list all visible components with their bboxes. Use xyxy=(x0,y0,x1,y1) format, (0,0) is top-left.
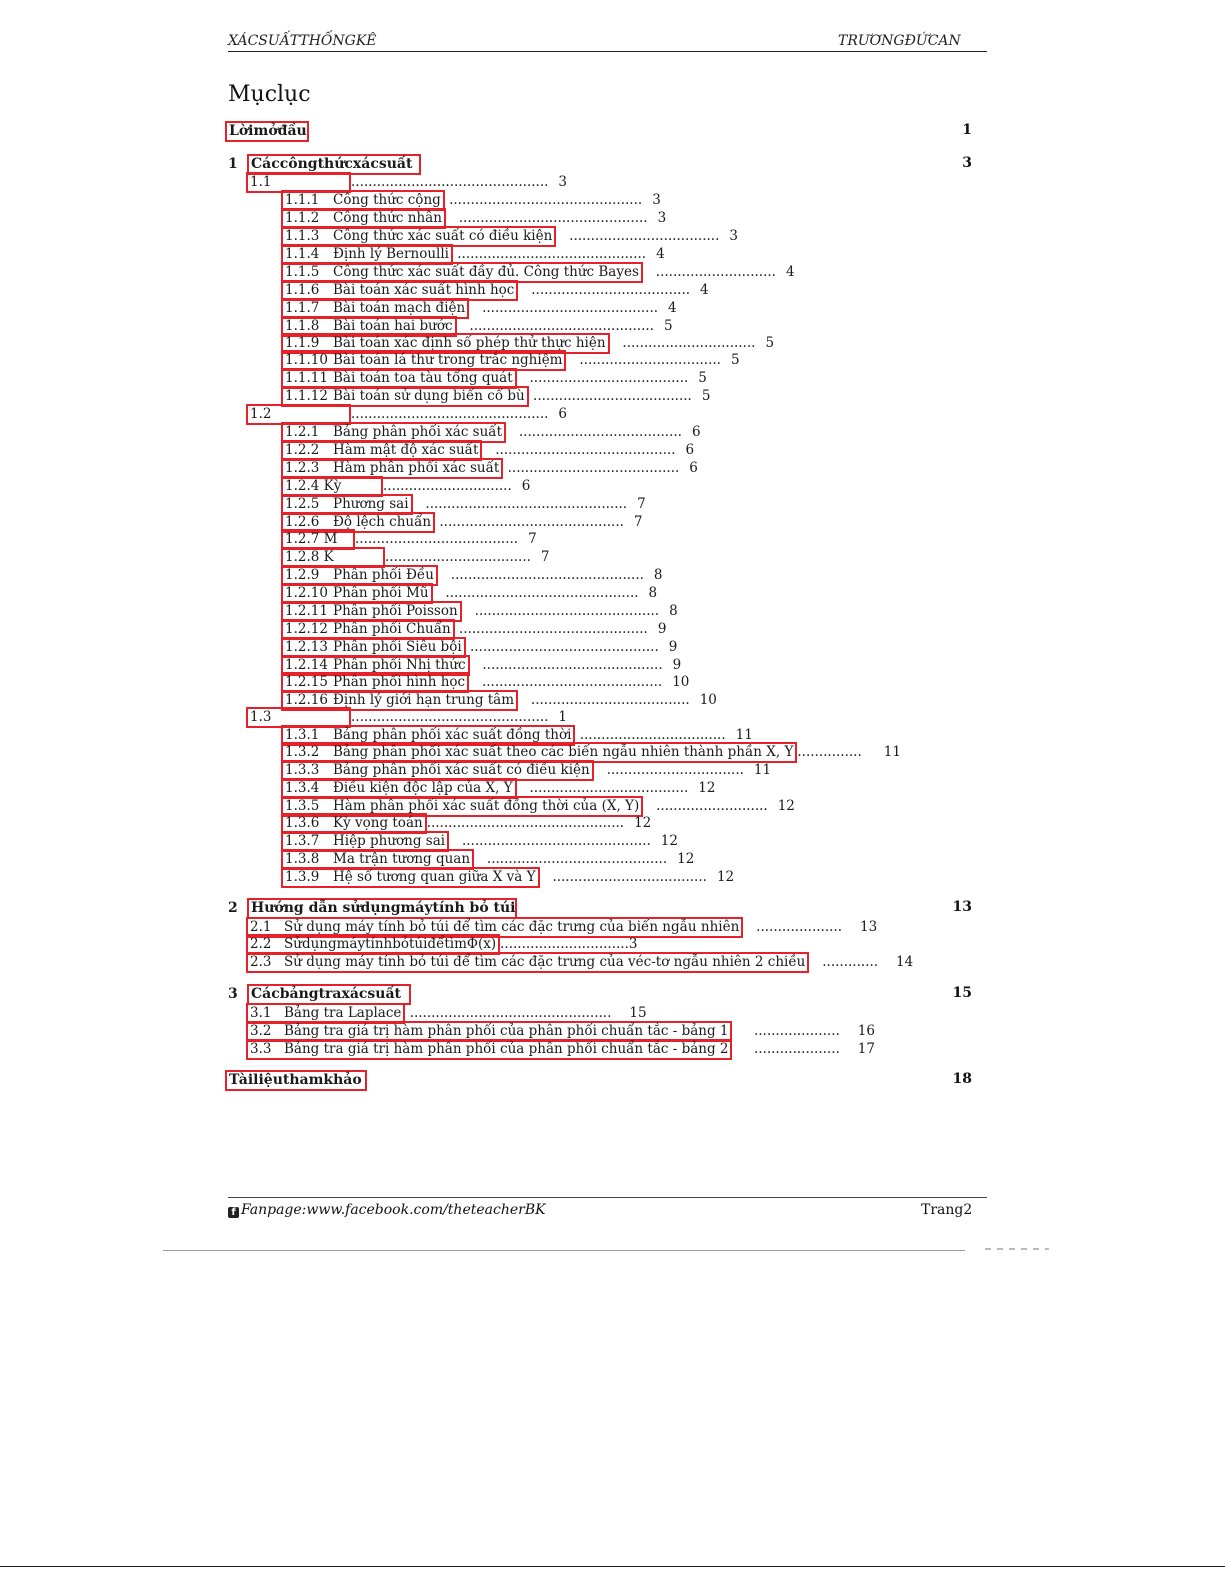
header-divider xyxy=(228,51,987,52)
toc-link[interactable]: Cáccôngthứcxácsuất xyxy=(247,154,421,175)
toc-page: 7 xyxy=(637,496,646,512)
toc-link[interactable]: Tàiliệuthamkhảo xyxy=(225,1070,367,1091)
toc-title: Phân phối Siêu bội xyxy=(333,639,462,655)
toc-leader: ........................................... xyxy=(469,318,654,334)
toc-link[interactable]: Hướng dẫn sửdụngmáytính bỏ túi xyxy=(247,898,517,919)
toc-page: 5 xyxy=(701,388,711,404)
toc-title: Bài toán lá thư trong trắc nghiệm xyxy=(333,352,563,368)
toc-leader: ............... xyxy=(797,744,862,760)
toc-page: 9 xyxy=(668,639,678,655)
toc-page: 10 xyxy=(672,674,690,690)
toc-number: 1.2.15 xyxy=(285,674,328,690)
toc-page: 9 xyxy=(657,621,667,637)
toc-title: Bảng phân phối xác suất xyxy=(333,424,503,440)
toc-title: Hệ số tương quan giữa X và Y xyxy=(333,869,536,885)
toc-number: 1.1.1 xyxy=(285,192,320,208)
toc-number: 1.3.1 xyxy=(285,727,320,743)
toc-leader: ............................................... xyxy=(425,496,628,512)
toc-page: 6 xyxy=(558,406,567,422)
toc-leader: ................................. xyxy=(579,352,721,368)
header-subject: XÁCSUẤTTHỐNGKÊ xyxy=(228,33,377,49)
toc-page: 11 xyxy=(735,727,753,743)
toc-number: 1 xyxy=(228,156,238,172)
toc-page: 3 xyxy=(652,192,661,208)
toc-number: 1.2.10 xyxy=(285,585,328,601)
toc-page: 10 xyxy=(699,692,717,708)
toc-page: 1 xyxy=(558,709,567,725)
toc-leader: ............................................ xyxy=(469,639,659,655)
toc-number: 3.2 xyxy=(250,1023,272,1039)
toc-number: 3.1 xyxy=(250,1005,272,1021)
toc-title: Bài toán toa tàu tổng quát xyxy=(333,370,513,386)
toc-leader: ................................ xyxy=(606,762,744,778)
toc-leader: .............................. xyxy=(383,478,512,494)
toc-page: 4 xyxy=(656,246,665,262)
toc-leader: ............................................. xyxy=(449,192,643,208)
toc-number: 1.2.9 xyxy=(285,567,320,583)
toc-page: 14 xyxy=(896,954,914,970)
toc-leader: .......................................... xyxy=(481,674,663,690)
toc-title: Độ lệch chuẩn xyxy=(333,514,432,530)
toc-leader: .......................... xyxy=(656,798,768,814)
toc-page: 17 xyxy=(857,1041,875,1057)
toc-leader: ............................................ xyxy=(457,246,647,262)
toc-title: Công thức xác suất đầy đủ. Công thức Bayes xyxy=(333,264,639,280)
toc-page: 6 xyxy=(521,478,531,494)
toc-entry-references[interactable] xyxy=(228,1070,367,1091)
toc-title: Bài toán xác định số phép thử thực hiện xyxy=(333,335,606,351)
header-author: TRƯƠNGĐỨCAN xyxy=(838,33,961,49)
toc-page: 11 xyxy=(753,762,772,778)
toc-number: 1.3.4 xyxy=(285,780,320,796)
toc-link[interactable]: 1.2.8 K xyxy=(281,547,385,568)
toc-title: Bảng tra giá trị hàm phân phối của phân phối chuẩn tắc - bảng 2 xyxy=(284,1041,729,1057)
toc-title: Phân phối Mũ xyxy=(333,585,429,601)
toc-number: 1.1.9 xyxy=(285,335,320,351)
toc-number: 1.2.1 xyxy=(285,424,320,440)
toc-page: 13 xyxy=(952,899,972,915)
toc-title: Bảng phân phối xác suất theo các biến ngẫu nhiên thành phần X, Y xyxy=(333,744,794,760)
toc-leader: ............................................ xyxy=(459,621,648,637)
toc-leader: ..................................... xyxy=(529,780,689,796)
toc-page: 4 xyxy=(668,300,677,316)
toc-leader: ........................................... xyxy=(474,603,660,619)
toc-link[interactable] xyxy=(246,1039,732,1060)
toc-page: 7 xyxy=(633,514,643,530)
toc-number: 1.1.6 xyxy=(285,282,320,298)
toc-title: Phương sai xyxy=(333,496,409,512)
toc-title: Hàm phân phối xác suất xyxy=(333,460,500,476)
toc-page: 12 xyxy=(698,780,716,796)
toc-page: 3 xyxy=(558,174,567,190)
toc-leader: ..................................... xyxy=(530,692,690,708)
toc-number: 3.3 xyxy=(250,1041,272,1057)
toc-number: 1.2.5 xyxy=(285,496,320,512)
toc-title: Bài toán xác suất hình học xyxy=(333,282,515,298)
toc-leader: .............................................. xyxy=(351,406,549,422)
toc-number: 1.1.2 xyxy=(285,210,320,226)
toc-page: 5 xyxy=(663,318,673,334)
toc-number: 1.2.3 xyxy=(285,460,320,476)
toc-page: 12 xyxy=(716,869,735,885)
toc-entry-2-3[interactable] xyxy=(249,952,913,973)
toc-title: Phân phối Nhị thức xyxy=(333,657,466,673)
toc-number: 1.2.16 xyxy=(285,692,328,708)
toc-leader: .................................. xyxy=(385,549,531,565)
toc-leader: ............................... xyxy=(622,335,756,351)
toc-page: 6 xyxy=(689,460,698,476)
toc-title: Hiệp phương sai xyxy=(333,833,446,849)
toc-leader: ............................................... xyxy=(409,1005,612,1021)
toc-entry-3-3[interactable] xyxy=(249,1039,875,1060)
toc-number: 1.1.12 xyxy=(285,388,328,404)
toc-title: Phân phối Đều xyxy=(333,567,434,583)
toc-title: Bài toán hai bước xyxy=(333,318,453,334)
toc-leader: ...................................... xyxy=(518,424,682,440)
toc-title: Bài toán mạch điện xyxy=(333,300,466,316)
toc-link[interactable]: Lờimởđầu xyxy=(225,121,309,142)
page-number: Trang2 xyxy=(921,1202,973,1218)
toc-leader: .............................................. xyxy=(351,709,549,725)
toc-number: 1.2.13 xyxy=(285,639,328,655)
toc-link[interactable] xyxy=(281,867,540,888)
toc-number: 1.3.9 xyxy=(285,869,320,885)
toc-title: Bảng phân phối xác suất đồng thời xyxy=(333,727,572,743)
toc-leader: .................... xyxy=(756,919,842,935)
toc-number: 1.3.3 xyxy=(285,762,320,778)
toc-title: Hàm mật độ xác suất xyxy=(333,442,479,458)
toc-page: 7 xyxy=(528,531,537,547)
toc-link[interactable]: 1.2.7 M xyxy=(281,529,355,550)
toc-page: 4 xyxy=(785,264,795,280)
toc-number: 1.1.7 xyxy=(285,300,320,316)
toc-number: 2.1 xyxy=(250,919,272,935)
toc-number: 1.1.5 xyxy=(285,264,320,280)
toc-number: 1.3.7 xyxy=(285,833,320,849)
toc-page: 3 xyxy=(628,936,638,952)
toc-page: 8 xyxy=(648,585,658,601)
toc-title: Phân phối Chuẩn xyxy=(333,621,451,637)
toc-leader: ............. xyxy=(822,954,879,970)
toc-title: Ma trận tương quan xyxy=(333,851,471,867)
toc-page: 5 xyxy=(730,352,740,368)
toc-title: Bảng tra Laplace xyxy=(284,1005,402,1021)
page-title: Mụclục xyxy=(228,82,311,107)
toc-page: 15 xyxy=(629,1005,647,1021)
toc-number: 1.2.14 xyxy=(285,657,328,673)
toc-leader: ............................ xyxy=(655,264,776,280)
bottom-border xyxy=(0,1566,1225,1567)
toc-title: Sử dụng máy tính bỏ túi để tìm các đặc trưng của biến ngẫu nhiên xyxy=(284,919,740,935)
toc-title: Hàm phân phối xác suất đồng thời của (X, Y) xyxy=(333,798,640,814)
toc-leader: ...................................... xyxy=(355,531,519,547)
toc-leader: .............................. xyxy=(500,936,629,952)
toc-page: 5 xyxy=(698,370,707,386)
toc-title: Kỳ vọng toán xyxy=(333,815,423,831)
toc-entry-preface[interactable] xyxy=(228,121,309,142)
toc-leader: ..................................... xyxy=(531,282,691,298)
toc-page: 3 xyxy=(962,155,972,171)
toc-leader: ............................................. xyxy=(450,567,644,583)
toc-leader: ................................... xyxy=(569,228,720,244)
toc-number: 3 xyxy=(228,986,238,1002)
toc-number: 1.1.8 xyxy=(285,318,320,334)
toc-leader: .................... xyxy=(753,1023,840,1039)
toc-title: Công thức cộng xyxy=(333,192,441,208)
toc-page: 12 xyxy=(777,798,795,814)
toc-page: 7 xyxy=(540,549,550,565)
toc-number: 1.2.6 xyxy=(285,514,320,530)
toc-title: Phân phối Poisson xyxy=(333,603,458,619)
toc-number: 1.1.11 xyxy=(285,370,328,386)
toc-page: 6 xyxy=(685,442,695,458)
toc-title: Bảng phân phối xác suất có điều kiện xyxy=(333,762,590,778)
toc-page: 9 xyxy=(672,657,682,673)
toc-link[interactable]: Cácbảngtraxácsuất xyxy=(247,984,411,1005)
toc-leader: .................................... xyxy=(552,869,707,885)
toc-title: SửdụngmáytínhbỏtúiđểtìmΦ(x) xyxy=(284,936,497,952)
toc-link[interactable]: 1.2 xyxy=(246,404,351,425)
toc-page: 6 xyxy=(691,424,701,440)
toc-page: 12 xyxy=(634,815,652,831)
toc-number: 1.2.12 xyxy=(285,621,328,637)
toc-title: Công thức nhân xyxy=(333,210,442,226)
toc-page: 8 xyxy=(653,567,663,583)
toc-title: Định lý giới hạn trung tâm xyxy=(333,692,515,708)
toc-page: 11 xyxy=(883,744,901,760)
toc-entry-chapter-3[interactable] xyxy=(228,984,411,1005)
toc-leader: ............................................. xyxy=(445,585,639,601)
toc-page: 8 xyxy=(669,603,678,619)
toc-leader: .......................................... xyxy=(495,442,676,458)
toc-number: 1.1.4 xyxy=(285,246,320,262)
toc-leader: ......................................... xyxy=(482,300,659,316)
footer-divider xyxy=(228,1197,987,1198)
toc-title: Công thức xác suất có điều kiện xyxy=(333,228,553,244)
toc-number: 1.3.2 xyxy=(285,744,320,760)
toc-leader: .................... xyxy=(753,1041,840,1057)
page-separator-marks xyxy=(985,1248,1049,1250)
toc-leader: ........................................ xyxy=(507,460,680,476)
page-separator xyxy=(163,1250,965,1251)
toc-entry-chapter-2[interactable] xyxy=(228,898,517,919)
toc-number: 2.2 xyxy=(250,936,272,952)
toc-leader: .......................................... xyxy=(482,657,663,673)
toc-number: 1.1.3 xyxy=(285,228,320,244)
toc-link[interactable]: 1.2.4 Kỳ xyxy=(281,476,383,497)
toc-page: 12 xyxy=(677,851,695,867)
toc-link[interactable]: 1.3 xyxy=(246,707,351,728)
toc-leader: ..................................... xyxy=(529,370,689,386)
toc-page: 1 xyxy=(962,122,972,138)
toc-number: 1.1.10 xyxy=(285,352,328,368)
toc-leader: ........................................... xyxy=(439,514,624,530)
toc-number: 1.2.11 xyxy=(285,603,328,619)
fanpage-link[interactable]: Fanpage:www.facebook.com/theteacherBK xyxy=(241,1202,546,1218)
toc-title: Định lý Bernoulli xyxy=(333,246,449,262)
toc-leader: .............................................. xyxy=(351,174,549,190)
toc-number: 1.3.5 xyxy=(285,798,320,814)
toc-page: 5 xyxy=(765,335,775,351)
facebook-icon: f xyxy=(228,1207,239,1218)
toc-title: Điều kiện độc lập của X, Y xyxy=(333,780,513,796)
toc-leader: ............................................ xyxy=(458,210,648,226)
toc-number: 1.3.6 xyxy=(285,815,320,831)
toc-page: 3 xyxy=(657,210,667,226)
toc-title: Bài toán sử dụng biến cố bù xyxy=(333,388,525,404)
toc-number: 1.2.2 xyxy=(285,442,320,458)
toc-leader: ..................................... xyxy=(533,388,692,404)
toc-number: 2.3 xyxy=(250,954,272,970)
toc-page: 4 xyxy=(700,282,709,298)
toc-leader: .......................................... xyxy=(486,851,668,867)
toc-leader: ............................................ xyxy=(461,833,651,849)
toc-page: 3 xyxy=(729,228,738,244)
toc-link[interactable]: 1.1 xyxy=(246,172,351,193)
toc-page: 15 xyxy=(952,985,972,1001)
toc-link[interactable] xyxy=(246,952,809,973)
toc-page: 12 xyxy=(660,833,678,849)
toc-number: 1.3.8 xyxy=(285,851,320,867)
toc-number: 2 xyxy=(228,900,238,916)
toc-title: Bảng tra giá trị hàm phân phối của phân phối chuẩn tắc - bảng 1 xyxy=(284,1023,729,1039)
footer-fanpage[interactable] xyxy=(228,1202,546,1218)
toc-page: 13 xyxy=(860,919,878,935)
toc-page: 16 xyxy=(857,1023,875,1039)
toc-title: Phân phối hình học xyxy=(333,674,466,690)
toc-page: 18 xyxy=(952,1071,972,1087)
toc-leader: .............................................. xyxy=(426,815,625,831)
toc-title: Sử dụng máy tính bỏ túi để tìm các đặc trưng của véc-tơ ngẫu nhiên 2 chiều xyxy=(284,954,806,970)
toc-entry-1-3-9[interactable] xyxy=(284,867,734,888)
toc-leader: .................................. xyxy=(579,727,726,743)
